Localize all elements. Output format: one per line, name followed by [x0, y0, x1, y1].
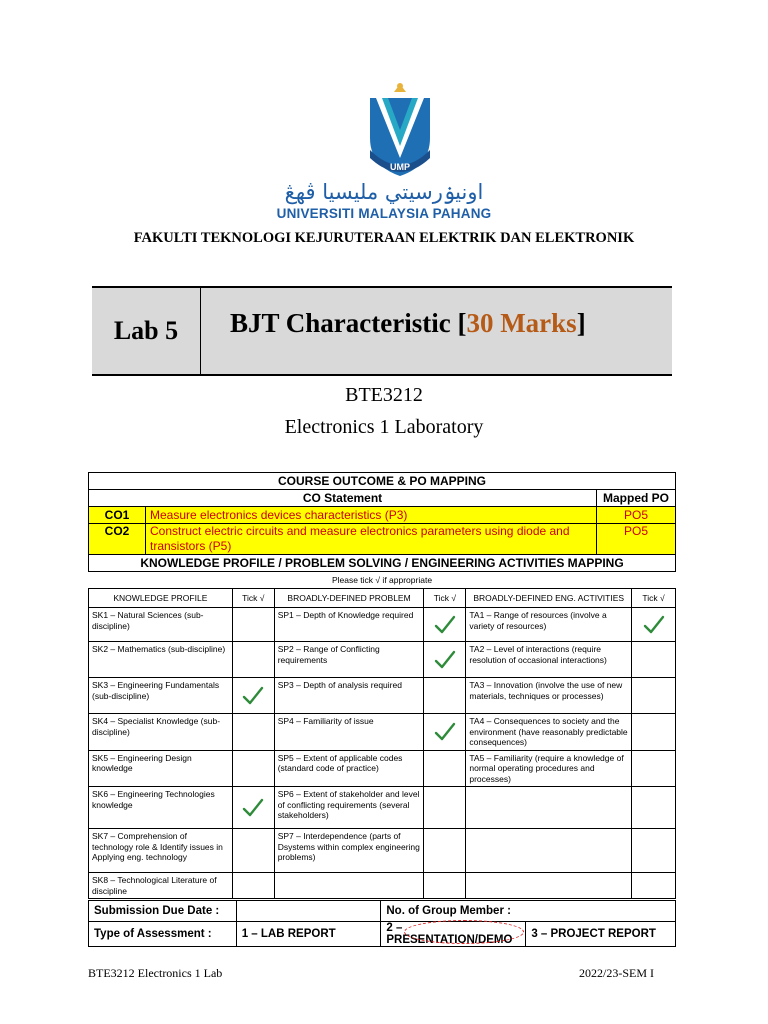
activity-item: TA3 – Innovation (involve the use of new materials, techniques or processes): [466, 678, 632, 714]
activity-item: TA1 – Range of resources (involve a variety of resources): [466, 608, 632, 642]
knowledge-tick: [232, 642, 274, 678]
checkmark-icon: [434, 722, 456, 742]
problem-tick: [424, 642, 466, 678]
problem-tick: [424, 750, 466, 787]
mapped-po-header: Mapped PO: [597, 490, 676, 507]
lab-title: [230, 308, 586, 339]
knowledge-tick: [232, 787, 274, 829]
co2-id: CO2: [89, 524, 146, 555]
activity-item: TA5 – Familiarity (require a knowledge of normal operating procedures and processes): [466, 750, 632, 787]
profile-row: [89, 873, 676, 899]
assessment-option-project-report: 3 – PROJECT REPORT: [526, 922, 676, 947]
due-date-label: Submission Due Date :: [89, 901, 237, 922]
selected-option-circle: [404, 920, 524, 944]
co1-statement: Measure electronics devices characteristics (P3): [146, 507, 597, 524]
checkmark-icon: [434, 650, 456, 670]
lab-title-close: ]: [576, 308, 586, 338]
problem-item: [274, 873, 424, 899]
course-name: Electronics 1 Laboratory: [284, 416, 484, 438]
header-broadly-defined-problem: BROADLY-DEFINED PROBLEM: [274, 589, 424, 608]
checkmark-icon: [242, 798, 264, 818]
arabic-university-name: اونيۏرسيتي مليسيا ڤهڠ: [284, 180, 484, 204]
knowledge-item: SK7 – Comprehension of technology role & Identify issues in Applying eng. technology: [89, 829, 233, 873]
activity-item: [466, 829, 632, 873]
knowledge-item: SK4 – Specialist Knowledge (sub-discipline): [89, 714, 233, 751]
activity-item: TA4 – Consequences to society and the environment (have reasonably predictable consequences): [466, 714, 632, 751]
problem-tick: [424, 787, 466, 829]
activity-tick: [632, 873, 676, 899]
university-name: UNIVERSITI MALAYSIA PAHANG: [276, 206, 492, 221]
assessment-option-lab-report: 1 – LAB REPORT: [236, 922, 381, 947]
tick-note: Please tick √ if appropriate: [331, 575, 433, 585]
checkmark-icon: [434, 615, 456, 635]
knowledge-item: SK1 – Natural Sciences (sub-discipline): [89, 608, 233, 642]
profile-row: [89, 787, 676, 829]
logo-text: UMP: [390, 162, 410, 172]
knowledge-item: SK8 – Technological Literature of discipline: [89, 873, 233, 899]
knowledge-tick: [232, 678, 274, 714]
problem-item: SP7 – Interdependence (parts of Dsystems within complex engineering problems): [274, 829, 424, 873]
knowledge-item: SK6 – Engineering Technologies knowledge: [89, 787, 233, 829]
problem-item: SP3 – Depth of analysis required: [274, 678, 424, 714]
co1-po: PO5: [597, 507, 676, 524]
activity-item: TA2 – Level of interactions (require resolution of occasional interactions): [466, 642, 632, 678]
activity-item: [466, 787, 632, 829]
problem-tick: [424, 678, 466, 714]
co2-po: PO5: [597, 524, 676, 555]
activity-item: [466, 873, 632, 899]
footer-course: BTE3212 Electronics 1 Lab: [88, 966, 223, 980]
checkmark-icon: [643, 615, 665, 635]
knowledge-tick: [232, 714, 274, 751]
problem-item: SP4 – Familiarity of issue: [274, 714, 424, 751]
profile-row: [89, 714, 676, 751]
submission-table: [88, 900, 676, 947]
knowledge-item: SK3 – Engineering Fundamentals (sub-discipline): [89, 678, 233, 714]
co-statement-header: CO Statement: [89, 490, 597, 507]
knowledge-tick: [232, 873, 274, 899]
section-title: KNOWLEDGE PROFILE / PROBLEM SOLVING / ENGINEERING ACTIVITIES MAPPING: [89, 555, 676, 572]
banner-divider: [200, 288, 201, 374]
knowledge-tick: [232, 829, 274, 873]
problem-tick: [424, 714, 466, 751]
header-tick-2: Tick √: [424, 589, 466, 608]
profile-row: [89, 642, 676, 678]
problem-item: SP6 – Extent of stakeholder and level of conflicting requirements (several stakeholders): [274, 787, 424, 829]
lab-title-text: BJT Characteristic [: [230, 308, 467, 338]
header-tick-3: Tick √: [632, 589, 676, 608]
activity-tick: [632, 678, 676, 714]
lab-banner: [92, 286, 672, 376]
header-knowledge-profile: KNOWLEDGE PROFILE: [89, 589, 233, 608]
problem-item: SP2 – Range of Conflicting requirements: [274, 642, 424, 678]
problem-tick: [424, 829, 466, 873]
activity-tick: [632, 642, 676, 678]
lab-number: Lab 5: [113, 316, 179, 345]
checkmark-icon: [242, 686, 264, 706]
assessment-type-label: Type of Assessment :: [89, 922, 237, 947]
header-broadly-defined-activities: BROADLY-DEFINED ENG. ACTIVITIES: [466, 589, 632, 608]
activity-tick: [632, 787, 676, 829]
footer-semester: 2022/23-SEM I: [579, 966, 654, 980]
problem-tick: [424, 608, 466, 642]
profile-row: [89, 750, 676, 787]
assessment-option-presentation: 2 – PRESENTATION/DEMO: [381, 922, 526, 947]
co1-id: CO1: [89, 507, 146, 524]
knowledge-item: SK2 – Mathematics (sub-discipline): [89, 642, 233, 678]
co2-statement: Construct electric circuits and measure electronics parameters using diode and transistors (P5): [146, 524, 597, 555]
university-logo: [360, 80, 440, 180]
due-date-value: [236, 901, 381, 922]
knowledge-profile-table: [88, 588, 676, 899]
mapping-title: COURSE OUTCOME & PO MAPPING: [89, 473, 676, 490]
lab-marks: 30 Marks: [466, 308, 577, 338]
activity-tick: [632, 829, 676, 873]
knowledge-item: SK5 – Engineering Design knowledge: [89, 750, 233, 787]
problem-item: SP1 – Depth of Knowledge required: [274, 608, 424, 642]
co-po-mapping-table: [88, 472, 676, 572]
activity-tick: [632, 608, 676, 642]
header-tick-1: Tick √: [232, 589, 274, 608]
knowledge-tick: [232, 750, 274, 787]
profile-row: [89, 608, 676, 642]
faculty-name: FAKULTI TEKNOLOGI KEJURUTERAAN ELEKTRIK DAN ELEKTRONIK: [133, 230, 635, 246]
profile-row: [89, 829, 676, 873]
problem-tick: [424, 873, 466, 899]
group-member-label: No. of Group Member :: [381, 901, 676, 922]
problem-item: SP5 – Extent of applicable codes (standard code of practice): [274, 750, 424, 787]
activity-tick: [632, 750, 676, 787]
course-code: BTE3212: [345, 384, 423, 406]
activity-tick: [632, 714, 676, 751]
profile-row: [89, 678, 676, 714]
knowledge-tick: [232, 608, 274, 642]
